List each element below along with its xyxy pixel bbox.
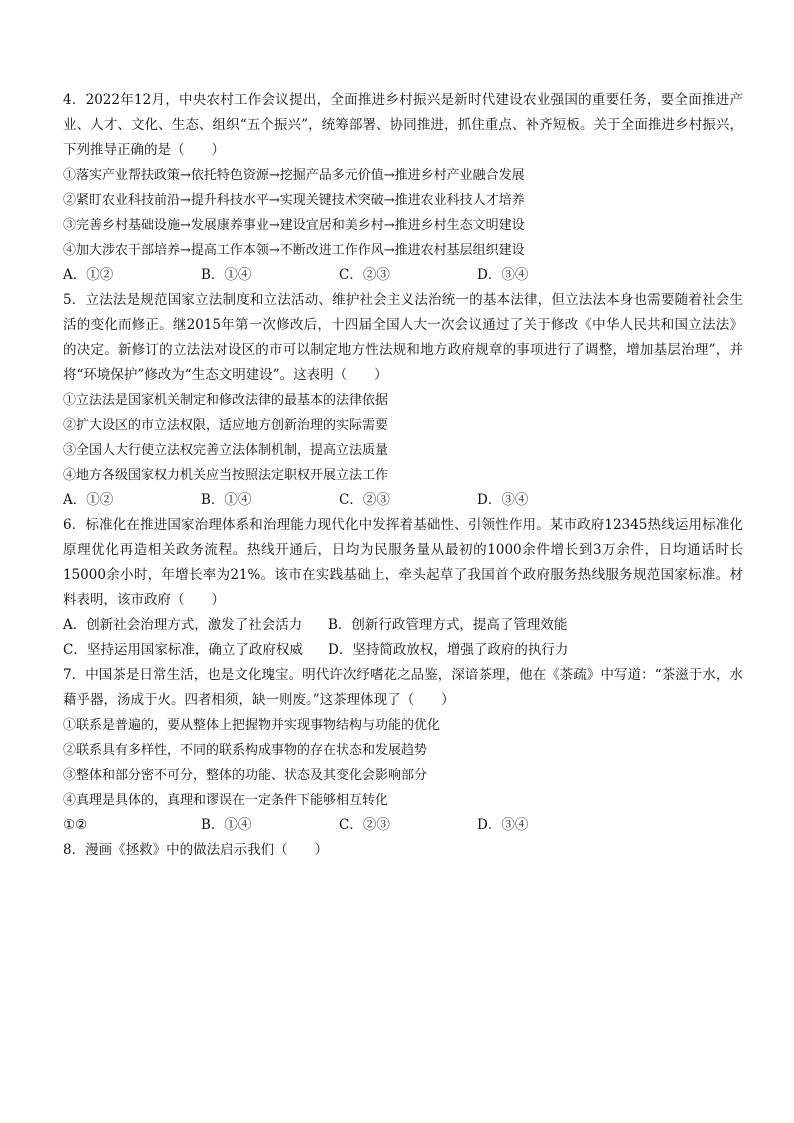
question-6	[63, 513, 743, 663]
question-7-choice-a: ①②	[63, 817, 88, 833]
question-8	[63, 838, 743, 863]
question-7-option-3: ③整体和部分密不可分，整体的功能、状态及其变化会影响部分	[63, 768, 428, 783]
question-4-option-1: ①落实产业帮扶政策→依托特色资源→挖掘产品多元价值→推进乡村产业融合发展	[63, 168, 525, 183]
question-6-stem: 6．标准化在推进国家治理体系和治理能力现代化中发挥着基础性、引领性作用。某市政府12345热线运用标准化原理优化再造相关政务流程。热线开通后，日均为民服务量从最初的1000余件增长到3万余件，日均通话时长15000余小时，年增长率为21%。该市在实践基础上，牵头起草了我国首个政府服务热线服务规范国家标准。材料表明，该市政府（ ）	[63, 517, 743, 608]
question-7-option-2: ②联系具有多样性，不同的联系构成事物的存在状态和发展趋势	[63, 743, 428, 758]
question-7-choices	[63, 813, 743, 838]
question-4-stem: 4．2022年12月，中央农村工作会议提出，全面推进乡村振兴是新时代建设农业强国的重要任务，要全面推进产业、人才、文化、生态、组织“五个振兴”，统筹部署、协同推进，抓住重点、补齐短板。关于全面推进乡村振兴，下列推导正确的是（ ）	[63, 92, 743, 158]
question-6-choice-a: A．创新社会治理方式，激发了社会活力	[63, 617, 303, 633]
question-7-option-1: ①联系是普遍的，要从整体上把握物并实现事物结构与功能的优化	[63, 718, 441, 733]
question-6-choice-c: C．坚持运用国家标准，确立了政府权威	[63, 642, 303, 658]
question-7-choice-d: D．③④	[477, 817, 529, 833]
question-5-option-3: ③全国人大行使立法权完善立法体制机制，提高立法质量	[63, 443, 389, 458]
question-6-choice-d: D．坚持简政放权，增强了政府的执行力	[328, 642, 569, 658]
question-4-choice-c: C．②③	[339, 267, 390, 283]
question-5-choice-b: B．①④	[201, 492, 252, 508]
question-5-option-1: ①立法法是国家机关制定和修改法律的最基本的法律依据	[63, 393, 389, 408]
question-4	[63, 88, 743, 288]
question-4-choice-b: B．①④	[201, 267, 252, 283]
question-6-choices-row-1	[63, 613, 743, 638]
question-7-stem: 7．中国茶是日常生活，也是文化瑰宝。明代许次纾嗜花之品鉴，深谙茶理，他在《茶疏》中写道：“茶滋于水，水藉乎器，汤成于火。四者相须，缺一则废。”这茶理体现了（ ）	[63, 667, 743, 708]
question-4-option-2: ②紧盯农业科技前沿→提升科技水平→实现关键技术突破→推进农业科技人才培养	[63, 193, 525, 208]
question-5-choice-d: D．③④	[477, 492, 529, 508]
question-5-choice-c: C．②③	[339, 492, 390, 508]
question-6-choices-row-2	[63, 638, 743, 663]
question-7	[63, 663, 743, 838]
question-5-choices	[63, 488, 743, 513]
question-5-stem: 5．立法法是规范国家立法制度和立法活动、维护社会主义法治统一的基本法律，但立法法本身也需要随着社会生活的变化而修正。继2015年第一次修改后，十四届全国人大一次会议通过了关于修改《中华人民共和国立法法》的决定。新修订的立法法对设区的市可以制定地方性法规和地方政府规章的事项进行了调整，增加基层治理”，并将“环境保护”修改为“生态文明建设”。这表明（ ）	[63, 292, 743, 383]
document-page	[63, 88, 743, 863]
question-7-choice-b: B．①④	[201, 817, 252, 833]
question-8-stem: 8．漫画《拯救》中的做法启示我们（ ）	[63, 842, 329, 858]
question-7-option-4: ④真理是具体的，真理和谬误在一定条件下能够相互转化	[63, 793, 389, 808]
question-4-option-4: ④加大涉农干部培养→提高工作本领→不断改进工作作风→推进农村基层组织建设	[63, 243, 525, 258]
question-4-choices	[63, 263, 743, 288]
question-5	[63, 288, 743, 513]
question-5-option-4: ④地方各级国家权力机关应当按照法定职权开展立法工作	[63, 468, 389, 483]
question-5-choice-a: A．①②	[63, 492, 114, 508]
question-4-option-3: ③完善乡村基础设施→发展康养事业→建设宜居和美乡村→推进乡村生态文明建设	[63, 218, 525, 233]
question-6-choice-b: B．创新行政管理方式，提高了管理效能	[328, 617, 568, 633]
question-5-option-2: ②扩大设区的市立法权限，适应地方创新治理的实际需要	[63, 418, 389, 433]
question-4-choice-a: A．①②	[63, 267, 114, 283]
question-7-choice-c: C．②③	[339, 817, 390, 833]
question-4-choice-d: D．③④	[477, 267, 529, 283]
